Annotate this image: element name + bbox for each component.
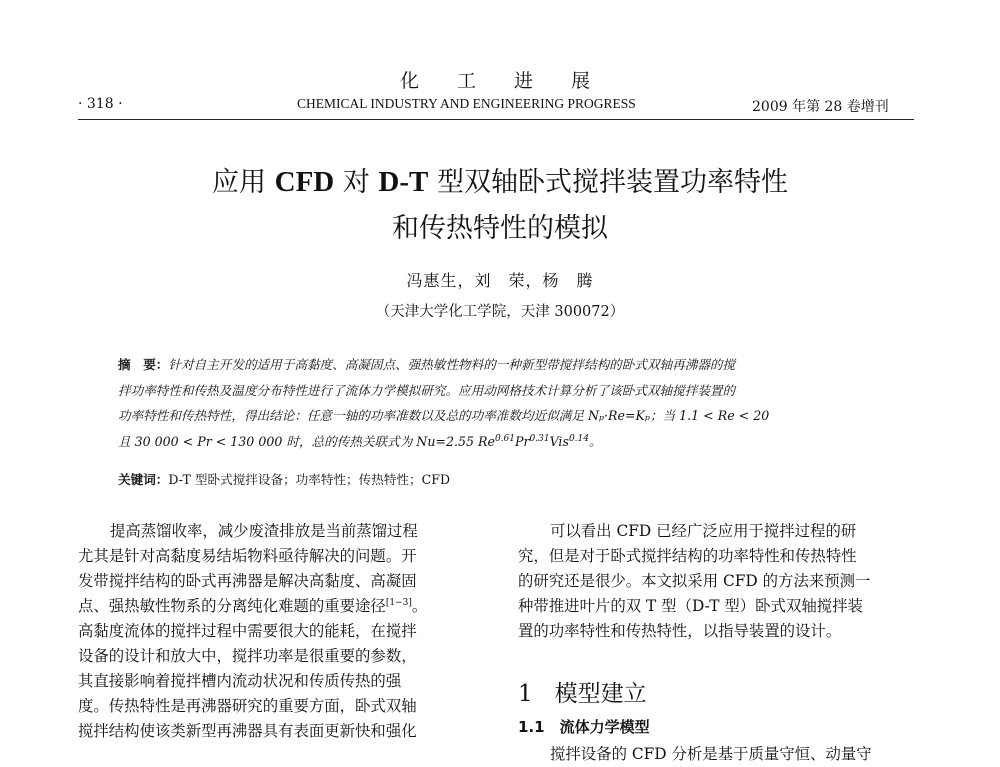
abstract-label: 摘 要：	[118, 357, 169, 372]
header-rule	[78, 119, 914, 120]
journal-title-en: CHEMICAL INDUSTRY AND ENGINEERING PROGRESS	[297, 96, 636, 111]
authors: 冯惠生，刘 荣，杨 腾	[406, 271, 594, 290]
keywords-label: 关键词：	[118, 472, 169, 487]
subsection-heading: 1.1 流体力学模型	[518, 718, 650, 736]
right-column-continued: 搅拌设备的 CFD 分析是基于质量守恒、动量守	[550, 745, 872, 763]
affiliation: （天津大学化工学院，天津 300072）	[375, 304, 625, 320]
right-column: 可以看出 CFD 已经广泛应用于搅拌过程的研 究，但是对于卧式搅拌结构的功率特性和传热特性 的研究还是很少。本文拟采用 CFD 的方法来预测一 种带推进叶片的双 T 型（D-T 型）卧式双轴搅拌装 置的功率特性和传热特性，以指导装置的设计。	[518, 522, 871, 640]
section-heading: 1 模型建立	[518, 681, 647, 707]
journal-title-cn: 化工进展	[400, 70, 629, 92]
abstract: 摘 要：针对自主开发的适用于高黏度、高凝固点、强热敏性物料的一种新型带搅拌结构的卧式双轴再沸器的搅 拌功率特性和传热及温度分布特性进行了流体力学模拟研究。应用动网格技术计算分析了该卧式双轴搅拌装置的 功率特性和传热特性，得出结论：任意一轴的功率准数以及总的功率准数均近似满足 Nₚ·Re=Kₚ；当 1.1 < Re < 20 且 30 000 < Pr < 130 000 时，总的传热关联式为 Nu=2.55 $Re^{0.61}Pr^{0.31}Vis^{0.14}$。	[118, 357, 770, 449]
paper-title-line2: 和传热特性的模拟	[392, 213, 608, 244]
issue-info: 2009 年第 28 卷增刊	[752, 99, 889, 115]
paper-title-line1: 应用 CFD 对 D-T 型双轴卧式搅拌装置功率特性	[212, 166, 788, 198]
page-number: · 318 ·	[78, 96, 123, 112]
keywords: 关键词：D-T 型卧式搅拌设备；功率特性；传热特性；CFD	[118, 472, 451, 487]
left-column: 提高蒸馏收率，减少废渣排放是当前蒸馏过程 尤其是针对高黏度易结垢物料亟待解决的问题。开 发带搅拌结构的卧式再沸器是解决高黏度、高凝固 点、强热敏性物系的分离纯化难题的重要途径[1−3]。 高黏度流体的搅拌过程中需要很大的能耗，在搅拌 设备的设计和放大中，搅拌功率是很重要的参数， 其直接影响着搅拌槽内流动状况和传质传热的强 度。传热特性是再沸器研究的重要方面，卧式双轴 搅拌结构使该类新型再沸器具有表面更新快和强化	[78, 522, 428, 740]
citation-ref: [1−3]	[385, 597, 412, 608]
